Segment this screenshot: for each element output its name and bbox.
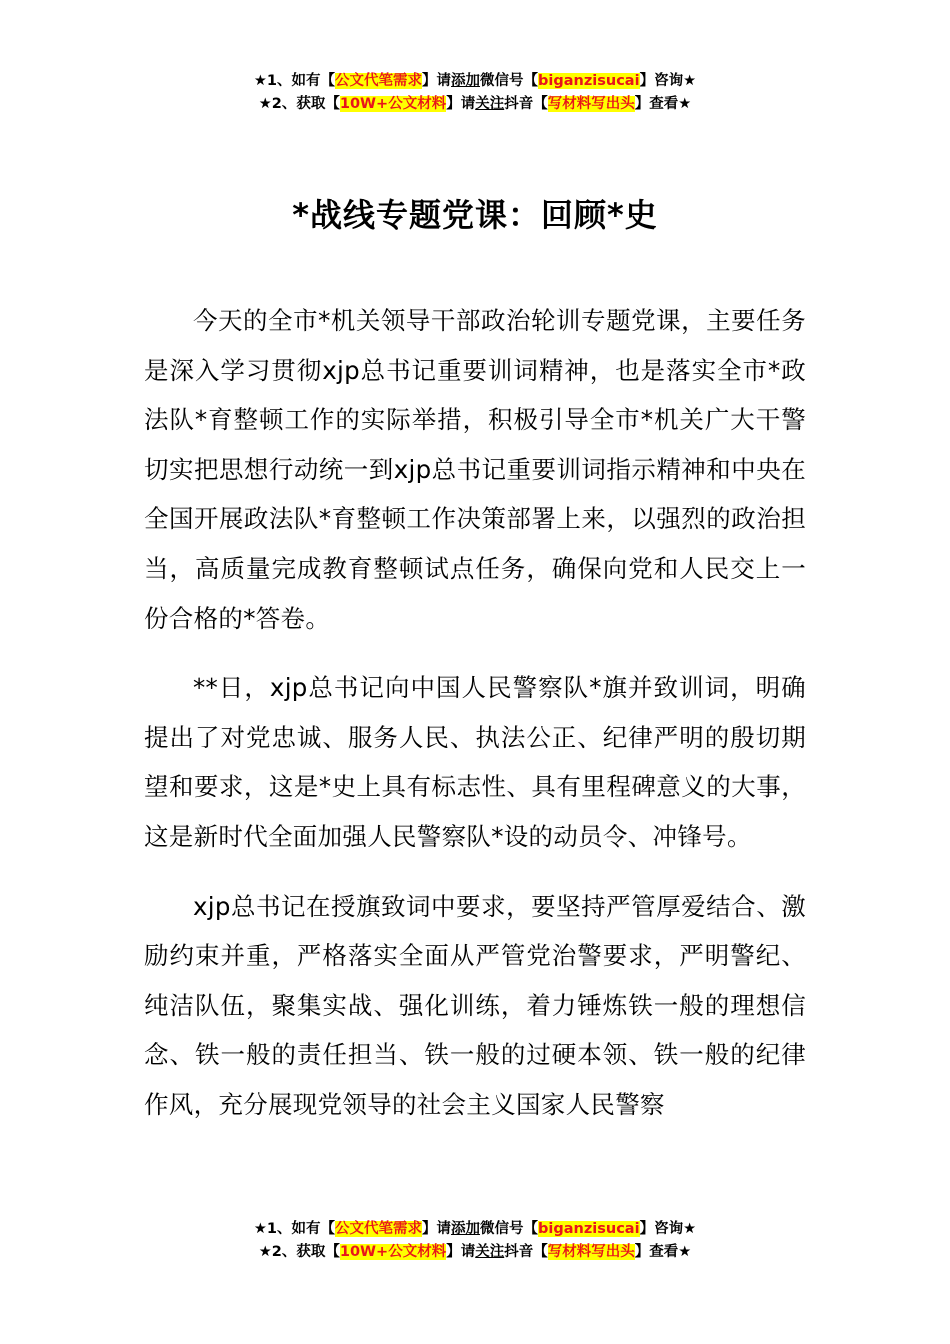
banner-highlight: 写材料写出头: [547, 96, 635, 112]
banner-text: 抖音【: [504, 96, 548, 112]
banner-highlight: biganzisucai: [538, 73, 640, 89]
banner-line-2: [0, 1241, 950, 1264]
paragraph-2: **日，xjp总书记向中国人民警察队*旗并致训词，明确提出了对党忠诚、服务人民、执法公正、纪律严明的殷切期望和要求，这是*史上具有标志性、具有里程碑意义的大事，这是新时代全面加强人民警察队*设的动员令、冲锋号。: [144, 673, 806, 851]
banner-highlight: 公文代笔需求: [335, 73, 423, 89]
banner-underlined-text: 添加: [451, 1221, 481, 1237]
banner-highlight: 写材料写出头: [547, 1244, 635, 1260]
banner-highlight: 公文代笔需求: [335, 1221, 423, 1237]
banner-highlight: 10W+公文材料: [339, 1244, 447, 1260]
footer-banner: [0, 1218, 950, 1264]
banner-text: ★2、获取【: [258, 1244, 340, 1260]
banner-text: ★1、如有【: [253, 1221, 336, 1237]
banner-text: 】查看★: [634, 96, 692, 112]
banner-line-2: [0, 93, 950, 116]
banner-text: 】请: [446, 1244, 476, 1260]
banner-line-1: [0, 1218, 950, 1241]
header-banner: [0, 70, 950, 116]
document-body: [144, 296, 806, 1150]
banner-text: 微信号【: [480, 1221, 539, 1237]
banner-line-1: [0, 70, 950, 93]
banner-text: 】咨询★: [639, 1221, 697, 1237]
banner-text: 】请: [446, 96, 476, 112]
banner-text: 】请: [422, 73, 452, 89]
banner-text: 微信号【: [480, 73, 539, 89]
paragraph-1: 今天的全市*机关领导干部政治轮训专题党课，主要任务是深入学习贯彻xjp总书记重要训词精神，也是落实全市*政法队*育整顿工作的实际举措，积极引导全市*机关广大干警切实把思想行动统一到xjp总书记重要训词指示精神和中央在全国开展政法队*育整顿工作决策部署上来，以强烈的政治担当，高质量完成教育整顿试点任务，确保向党和人民交上一份合格的*答卷。: [144, 306, 806, 633]
banner-underlined-text: 关注: [475, 1244, 505, 1260]
banner-text: 抖音【: [504, 1244, 548, 1260]
banner-text: ★2、获取【: [258, 96, 340, 112]
banner-underlined-text: 关注: [475, 96, 505, 112]
paragraph-3: xjp总书记在授旗致词中要求，要坚持严管厚爱结合、激励约束并重，严格落实全面从严管党治警要求，严明警纪、纯洁队伍，聚集实战、强化训练，着力锤炼铁一般的理想信念、铁一般的责任担当、铁一般的过硬本领、铁一般的纪律作风，充分展现党领导的社会主义国家人民警察: [144, 891, 806, 1119]
banner-highlight: biganzisucai: [538, 1221, 640, 1237]
banner-text: 】咨询★: [639, 73, 697, 89]
banner-text: 】查看★: [634, 1244, 692, 1260]
document-title: *战线专题党课：回顾*史: [292, 196, 658, 235]
banner-underlined-text: 添加: [451, 73, 481, 89]
banner-text: 】请: [422, 1221, 452, 1237]
banner-text: ★1、如有【: [253, 73, 336, 89]
banner-highlight: 10W+公文材料: [339, 96, 447, 112]
